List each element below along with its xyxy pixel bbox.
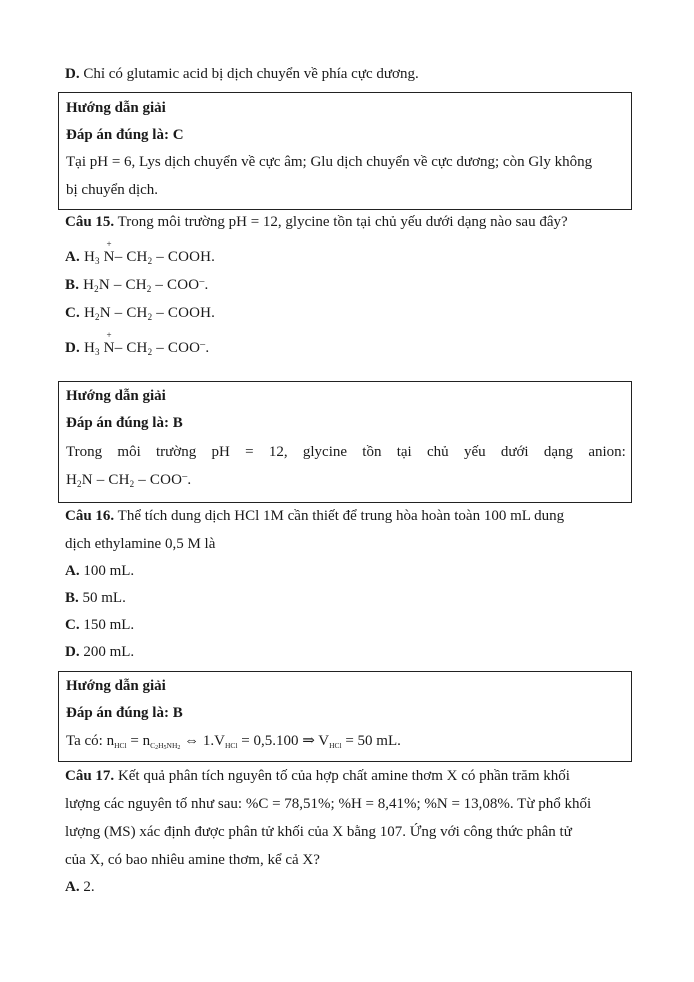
- option-label: B.: [65, 277, 80, 293]
- q17-option-a: [65, 877, 95, 897]
- q16-option-b: [65, 588, 126, 608]
- option-text: Chỉ có glutamic acid bị dịch chuyển về phía cực dương.: [83, 66, 419, 82]
- q16-option-d: [65, 642, 134, 662]
- word: 12,: [268, 444, 288, 460]
- option-text: 50 mL.: [78, 590, 126, 606]
- q15-option-b: [65, 275, 208, 295]
- q15-option-a: [65, 239, 216, 267]
- solution-text-line-2: bị chuyển dịch.: [66, 182, 159, 198]
- option-label: A.: [65, 563, 80, 579]
- q16-solution-box: [58, 671, 632, 762]
- option-label: D.: [65, 66, 80, 82]
- formula: $H_2N - CH_2 - COO^-$.: [83, 276, 209, 294]
- solution-text-line-1: Tại pH = 6, Lys dịch chuyển về cực âm; Glu dịch chuyển về cực dương; còn Gly không: [66, 154, 593, 170]
- equation-math: $n_{HCl} = n_{C_2H_5NH_2}$ ⇔ $1.V_{HCl} = 0,5.100$ ⇒ $V_{HCl} = 50$ mL.: [106, 733, 401, 751]
- solution-equation: [66, 731, 401, 751]
- q16-question-line-2: dịch ethylamine 0,5 M là: [65, 536, 216, 552]
- question-text: Trong môi trường pH = 12, glycine tồn tại chủ yếu dưới dạng nào sau đây?: [114, 214, 568, 230]
- word: anion:: [588, 444, 626, 460]
- solution-answer: Đáp án đúng là: B: [66, 705, 183, 721]
- formula: $H_3$ N + – $CH_2 - COO^-$.: [83, 330, 210, 357]
- solution-heading: Hướng dẫn giải: [66, 388, 166, 404]
- option-label: C.: [65, 305, 80, 321]
- q16-option-a: [65, 561, 134, 581]
- q15-option-d: [65, 330, 210, 358]
- question-label: Câu 15.: [65, 214, 115, 230]
- option-text: 100 mL.: [79, 563, 135, 579]
- option-label: D.: [65, 340, 80, 356]
- option-label: C.: [65, 617, 80, 633]
- q17-question-line-2: lượng các nguyên tố như sau: %C = 78,51%; %H = 8,41%; %N = 13,08%. Từ phổ khối: [65, 796, 592, 812]
- word: pH: [211, 444, 230, 460]
- solution-answer: Đáp án đúng là: C: [66, 127, 184, 143]
- word: dạng: [543, 444, 574, 460]
- word: tại: [396, 444, 412, 460]
- solution-heading: Hướng dẫn giải: [66, 678, 166, 694]
- word: glycine: [302, 444, 348, 460]
- formula: $H_2N - CH_2$ – COOH.: [83, 305, 216, 322]
- q15-question: [65, 212, 568, 232]
- question-label: Câu 16.: [65, 508, 115, 524]
- solution-text-line-1: [66, 442, 626, 462]
- option-label: A.: [65, 249, 80, 265]
- question-text: Kết quả phân tích nguyên tố của hợp chất amine thơm X có phần trăm khối: [114, 768, 570, 784]
- solution-answer: Đáp án đúng là: B: [66, 415, 183, 431]
- question-text: Thể tích dung dịch HCl 1M cần thiết để trung hòa hoàn toàn 100 mL dung: [114, 508, 565, 524]
- equation-prefix: Ta có:: [66, 733, 107, 749]
- option-text: 2.: [79, 879, 95, 895]
- q14-solution-box: [58, 92, 632, 210]
- question-label: Câu 17.: [65, 768, 115, 784]
- word: =: [245, 444, 254, 460]
- option-label: D.: [65, 644, 80, 660]
- word: môi: [117, 444, 141, 460]
- q16-option-c: [65, 615, 134, 635]
- formula: $H_3$ N + – $CH_2$ – COOH.: [83, 239, 216, 266]
- option-text: 200 mL.: [79, 644, 135, 660]
- q16-question-line-1: [65, 506, 564, 526]
- solution-formula: $H_2N - CH_2 - COO^-$.: [66, 471, 192, 489]
- word: trường: [156, 444, 197, 460]
- option-label: A.: [65, 879, 80, 895]
- option-label: B.: [65, 590, 79, 606]
- solution-heading: Hướng dẫn giải: [66, 100, 166, 116]
- q14-option-d: [65, 64, 419, 84]
- q17-question-line-4: của X, có bao nhiêu amine thơm, kể cả X?: [65, 852, 320, 868]
- option-text: 150 mL.: [79, 617, 135, 633]
- word: Trong: [66, 444, 103, 460]
- q15-option-c: [65, 303, 215, 323]
- q17-question-line-1: [65, 766, 570, 786]
- word: dưới: [500, 444, 529, 460]
- q17-question-line-3: lượng (MS) xác định được phân tử khối của X bằng 107. Ứng với công thức phân tử: [65, 824, 572, 840]
- word: chủ: [427, 444, 449, 460]
- word: tồn: [362, 444, 382, 460]
- word: yếu: [463, 444, 486, 460]
- q15-solution-box: [58, 381, 632, 503]
